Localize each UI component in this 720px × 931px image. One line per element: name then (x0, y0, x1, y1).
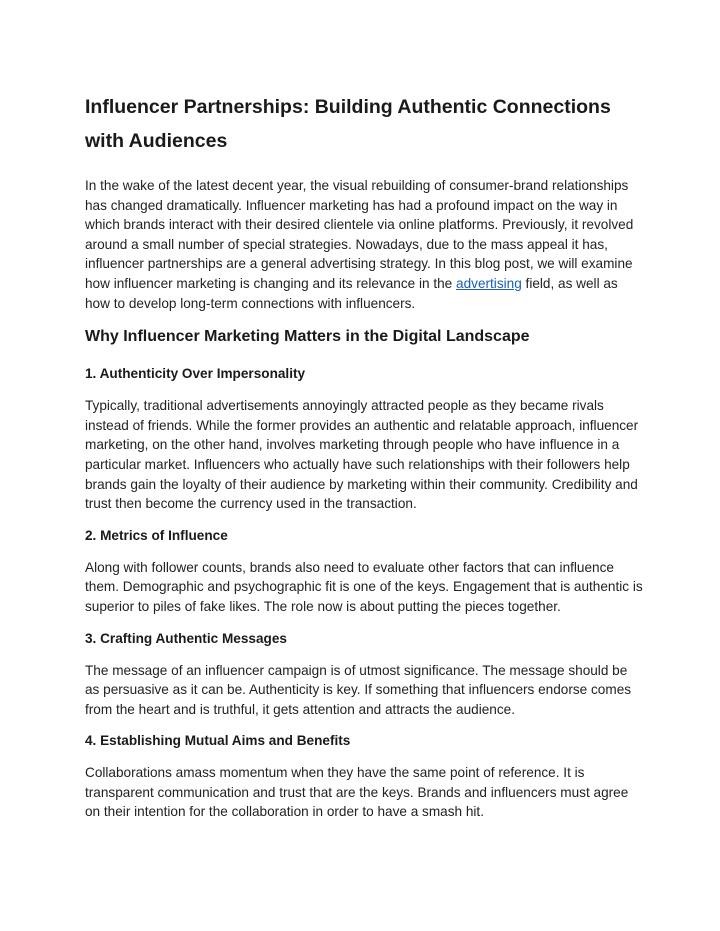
subsection-heading-3: 3. Crafting Authentic Messages (85, 630, 287, 646)
subsection-body-2: Along with follower counts, brands also need to evaluate other factors that can influence them. Demographic and psychographic fit is one of the keys. Engagement that is authentic is superior to piles of fake likes. The role now is about putting the pieces together. (85, 559, 643, 614)
intro-text-after-link: field, as well as how to develop long-term connections with influencers. (85, 275, 618, 311)
advertising-link[interactable]: advertising (456, 275, 522, 291)
page-title: Influencer Partnerships: Building Authentic Connections with Audiences (85, 96, 611, 152)
document-page (85, 90, 645, 834)
subsection-heading-1: 1. Authenticity Over Impersonality (85, 366, 306, 382)
subsection-body-3: The message of an influencer campaign is of utmost significance. The message should be as persuasive as it can be. Authenticity is key. If something that influencers endorse comes from the heart and is truthful, it gets attention and attracts the audience. (85, 662, 632, 717)
subsection-body-1: Typically, traditional advertisements annoyingly attracted people as they became rivals instead of friends. While the former provides an authentic and relatable approach, influencer marketing, on the other hand, involves marketing through people who have influence in a particular market. Influencers who actually have such relationships with their followers help brands gain the loyalty of their audience by marketing within their community. Credibility and trust then become the currency used in the transaction. (85, 398, 639, 512)
subsection-body-4: Collaborations amass momentum when they have the same point of reference. It is transparent communication and trust that are the keys. Brands and influencers must agree on their intention for the collaboration in order to have a smash hit. (85, 765, 629, 820)
section-heading: Why Influencer Marketing Matters in the Digital Landscape (85, 328, 530, 346)
subsection-heading-4: 4. Establishing Mutual Aims and Benefits (85, 733, 351, 749)
intro-paragraph (85, 176, 645, 313)
intro-text-before-link: In the wake of the latest decent year, the visual rebuilding of consumer-brand relationships has changed dramatically. Influencer marketing has had a profound impact on the way in which brands interact with their desired clientele via online platforms. Previously, it revolved around a small number of special strategies. Nowadays, due to the mass appeal it has, influencer partnerships are a general advertising strategy. In this blog post, we will examine how influencer marketing is changing and its relevance in the (85, 178, 634, 291)
subsection-heading-2: 2. Metrics of Influence (85, 527, 228, 543)
